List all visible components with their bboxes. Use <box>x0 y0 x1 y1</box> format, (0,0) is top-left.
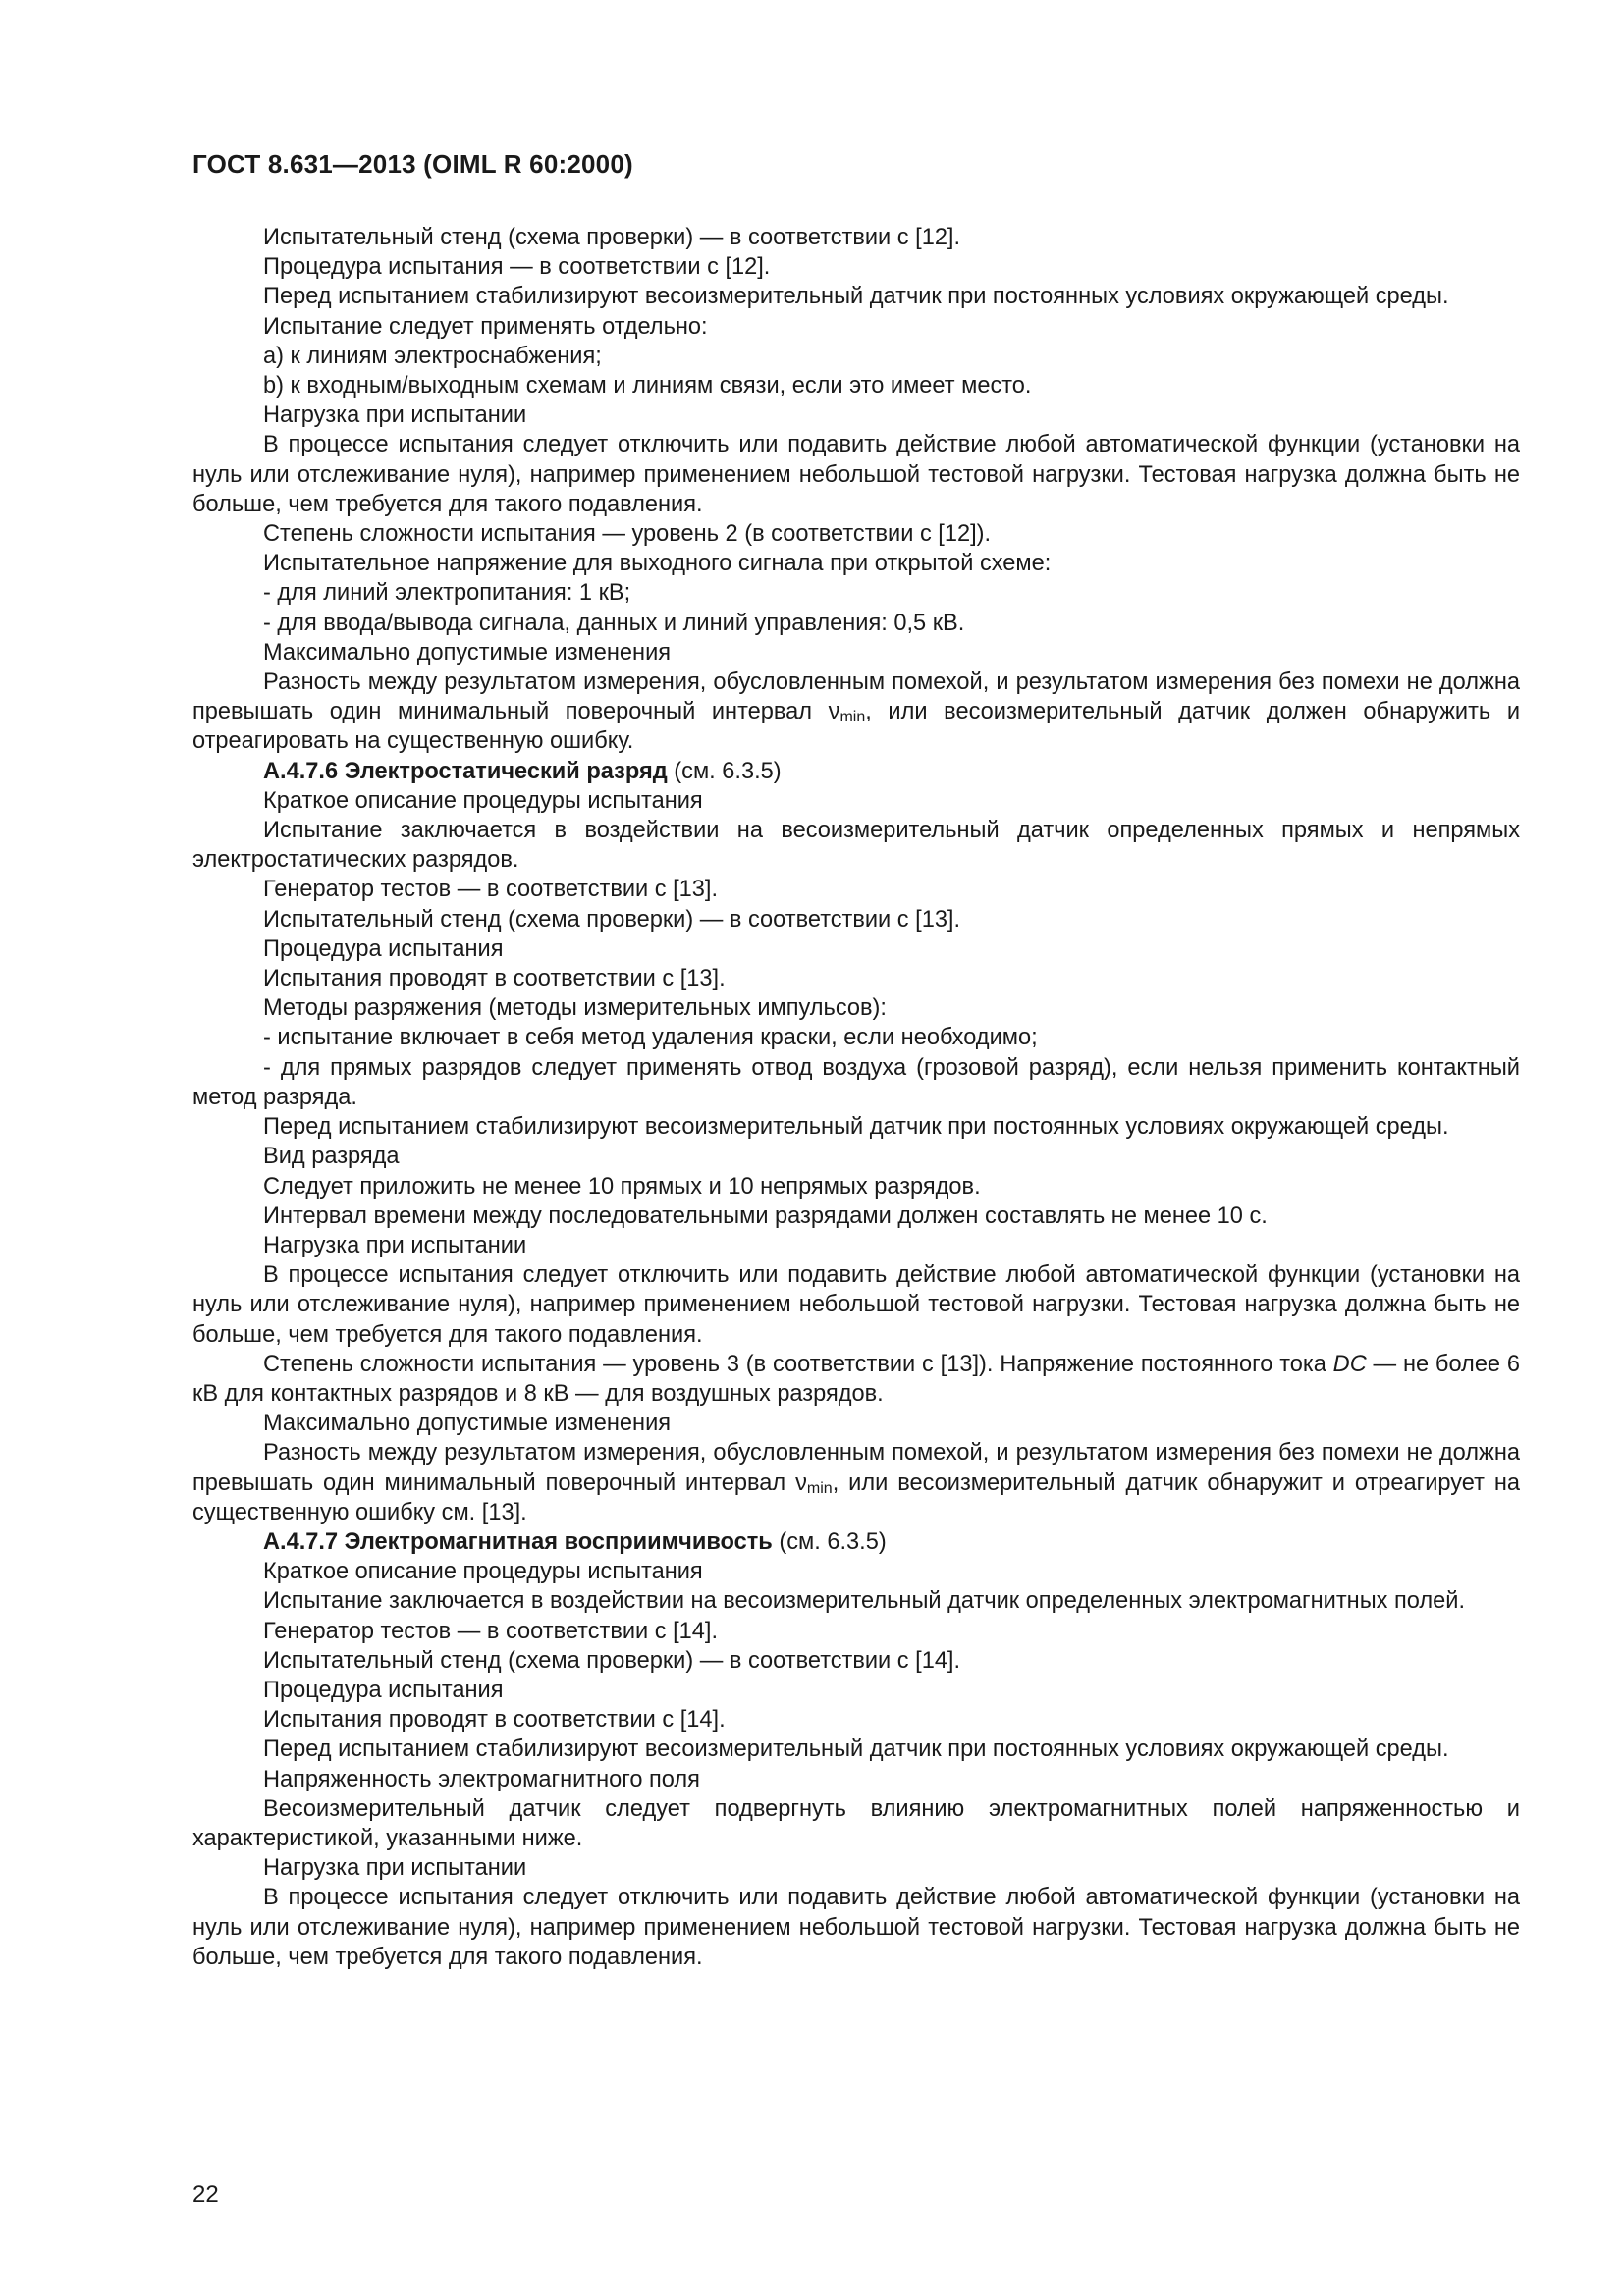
paragraph <box>192 519 1520 549</box>
document-header: ГОСТ 8.631—2013 (OIML R 60:2000) <box>192 149 633 179</box>
paragraph <box>192 667 1520 757</box>
paragraph <box>192 1586 1520 1616</box>
paragraph-text: - испытание включает в себя метод удаления краски, если необходимо; <box>263 1025 1038 1051</box>
paragraph-text: Нагрузка при испытании <box>263 1855 527 1882</box>
paragraph <box>192 282 1520 311</box>
paragraph-text: Испытание заключается в воздействии на весоизмерительный датчик определенных электромагнитных полей. <box>263 1588 1466 1615</box>
section-number-title: А.4.7.6 Электростатический разряд <box>263 758 668 784</box>
paragraph-text: b) к входным/выходным схемам и линиям связи, если это имеет место. <box>263 373 1032 400</box>
paragraph-text: Испытательное напряжение для выходного сигнала при открытой схеме: <box>263 551 1052 577</box>
italic-term: DC <box>1332 1351 1367 1377</box>
paragraph-text: — не более 6 кВ для контактных разрядов и 8 кВ — для воздушных разрядов. <box>192 1351 1520 1407</box>
paragraph-text: Испытание заключается в воздействии на весоизмерительный датчик определенных прямых и непрямых электростатических разрядов. <box>192 818 1520 874</box>
paragraph <box>192 1409 1520 1438</box>
paragraph-text: Разность между результатом измерения, обусловленным помехой, и результатом измерения без помехи не должна превышать один минимальный поверочный интервал ν <box>192 669 1520 725</box>
paragraph <box>192 578 1520 608</box>
paragraph-text: Степень сложности испытания — уровень 2 (в соответствии с [12]). <box>263 521 992 548</box>
paragraph <box>192 1853 1520 1883</box>
paragraph-text: В процессе испытания следует отключить или подавить действие любой автоматической функции (установки на нуль или отслеживание нуля), например применением небольшой тестовой нагрузки. Тестовая нагрузка должна быть не больше, чем требуется для такого подавления. <box>192 1885 1520 1970</box>
paragraph <box>192 1735 1520 1764</box>
paragraph <box>192 905 1520 934</box>
paragraph <box>192 1201 1520 1231</box>
paragraph-text: Вид разряда <box>263 1144 400 1170</box>
paragraph <box>192 934 1520 964</box>
paragraph-text: Процедура испытания <box>263 935 504 962</box>
section-heading <box>192 1527 1520 1557</box>
paragraph <box>192 549 1520 578</box>
paragraph-text: Испытательный стенд (схема проверки) — в соответствии с [13]. <box>263 906 961 933</box>
paragraph <box>192 1646 1520 1676</box>
paragraph-text: Нагрузка при испытании <box>263 402 527 429</box>
paragraph-text: a) к линиям электроснабжения; <box>263 343 602 369</box>
paragraph <box>192 252 1520 282</box>
paragraph <box>192 1053 1520 1112</box>
paragraph <box>192 1794 1520 1853</box>
paragraph-text: Напряженность электромагнитного поля <box>263 1766 700 1792</box>
paragraph-text: Перед испытанием стабилизируют весоизмерительный датчик при постоянных условиях окружающей среды. <box>263 1736 1449 1763</box>
paragraph <box>192 430 1520 519</box>
paragraph-text: Генератор тестов — в соответствии с [14]. <box>263 1618 719 1644</box>
paragraph-text: Процедура испытания — в соответствии с [12]. <box>263 254 771 281</box>
paragraph-text: Испытательный стенд (схема проверки) — в соответствии с [14]. <box>263 1647 961 1674</box>
paragraph <box>192 1705 1520 1735</box>
paragraph-text: , или весоизмерительный датчик должен обнаружить и отреагировать на существенную ошибку. <box>192 699 1521 755</box>
paragraph-text: Максимально допустимые изменения <box>263 639 672 666</box>
page-number: 22 <box>192 2181 219 2208</box>
paragraph <box>192 1023 1520 1052</box>
paragraph <box>192 609 1520 638</box>
paragraph <box>192 786 1520 816</box>
subscript: min <box>839 709 866 726</box>
paragraph-text: - для ввода/вывода сигнала, данных и линий управления: 0,5 кВ. <box>263 610 965 636</box>
paragraph-text: , или весоизмерительный датчик обнаружит и отреагирует на существенную ошибку см. [13]. <box>192 1469 1520 1525</box>
paragraph <box>192 1883 1520 1972</box>
paragraph-text: В процессе испытания следует отключить или подавить действие любой автоматической функции (установки на нуль или отслеживание нуля), например применением небольшой тестовой нагрузки. Тестовая нагрузка должна быть не больше, чем требуется для такого подавления. <box>192 1262 1520 1348</box>
paragraph <box>192 342 1520 371</box>
paragraph <box>192 1350 1520 1409</box>
paragraph <box>192 400 1520 430</box>
paragraph <box>192 1617 1520 1646</box>
paragraph-text: Испытание следует применять отдельно: <box>263 313 708 340</box>
paragraph <box>192 1676 1520 1705</box>
paragraph <box>192 1142 1520 1171</box>
section-heading <box>192 757 1520 786</box>
paragraph <box>192 638 1520 667</box>
paragraph <box>192 1765 1520 1794</box>
subscript: min <box>806 1479 833 1497</box>
paragraph-text: Весоизмерительный датчик следует подвергнуть влиянию электромагнитных полей напряженностью и характеристикой, указанными ниже. <box>192 1795 1520 1851</box>
paragraph-text: Краткое описание процедуры испытания <box>263 1559 703 1585</box>
paragraph-text: Краткое описание процедуры испытания <box>263 787 703 814</box>
paragraph-text: (см. 6.3.5) <box>772 1528 887 1555</box>
paragraph-text: Следует приложить не менее 10 прямых и 10 непрямых разрядов. <box>263 1173 981 1200</box>
paragraph-text: Разность между результатом измерения, обусловленным помехой, и результатом измерения без помехи не должна превышать один минимальный поверочный интервал ν <box>192 1440 1520 1496</box>
paragraph <box>192 223 1520 252</box>
paragraph-text: Испытания проводят в соответствии с [14]. <box>263 1707 726 1734</box>
paragraph-text: - для прямых разрядов следует применять отвод воздуха (грозовой разряд), если нельзя применить контактный метод разряда. <box>192 1054 1520 1110</box>
paragraph <box>192 964 1520 993</box>
paragraph <box>192 875 1520 904</box>
paragraph <box>192 1231 1520 1260</box>
paragraph-text: Методы разряжения (методы измерительных импульсов): <box>263 995 887 1022</box>
paragraph <box>192 1172 1520 1201</box>
paragraph-text: Нагрузка при испытании <box>263 1232 527 1258</box>
paragraph-text: - для линий электропитания: 1 кВ; <box>263 580 631 607</box>
paragraph-text: Максимально допустимые изменения <box>263 1411 672 1437</box>
section-number-title: А.4.7.7 Электромагнитная восприимчивость <box>263 1528 773 1555</box>
paragraph <box>192 1112 1520 1142</box>
paragraph <box>192 371 1520 400</box>
paragraph-text: Испытания проводят в соответствии с [13]. <box>263 966 726 992</box>
paragraph-text: Процедура испытания <box>263 1677 504 1703</box>
paragraph-text: В процессе испытания следует отключить или подавить действие любой автоматической функции (установки на нуль или отслеживание нуля), например применением небольшой тестовой нагрузки. Тестовая нагрузка должна быть не больше, чем требуется для такого подавления. <box>192 432 1520 517</box>
paragraph <box>192 1260 1520 1350</box>
paragraph <box>192 1438 1520 1527</box>
paragraph <box>192 993 1520 1023</box>
paragraph <box>192 1557 1520 1586</box>
paragraph <box>192 312 1520 342</box>
paragraph-text: Степень сложности испытания — уровень 3 (в соответствии с [13]). Напряжение постоянного тока <box>263 1351 1333 1377</box>
paragraph-text: (см. 6.3.5) <box>667 758 782 784</box>
document-body <box>192 223 1520 1972</box>
paragraph-text: Перед испытанием стабилизируют весоизмерительный датчик при постоянных условиях окружающей среды. <box>263 284 1449 310</box>
paragraph-text: Испытательный стенд (схема проверки) — в соответствии с [12]. <box>263 225 961 250</box>
paragraph-text: Перед испытанием стабилизируют весоизмерительный датчик при постоянных условиях окружающей среды. <box>263 1114 1449 1141</box>
paragraph <box>192 816 1520 875</box>
paragraph-text: Интервал времени между последовательными разрядами должен составлять не менее 10 с. <box>263 1202 1268 1229</box>
paragraph-text: Генератор тестов — в соответствии с [13]. <box>263 877 719 903</box>
